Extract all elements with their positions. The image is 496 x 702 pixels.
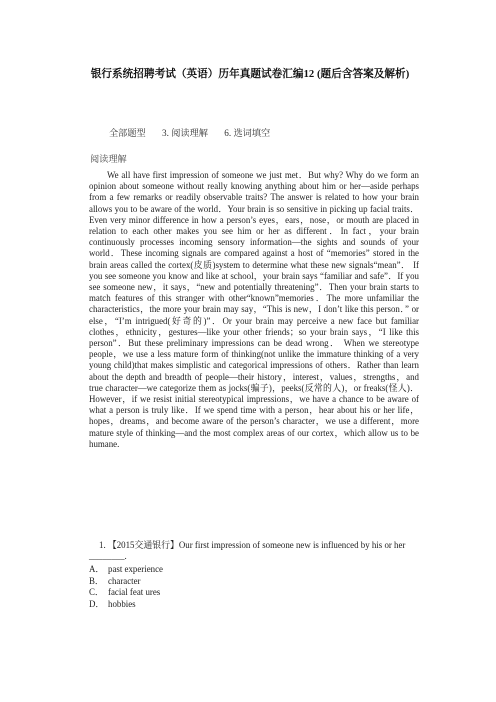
nav-all-types[interactable]: 全部题型 [109,128,146,138]
option-text: past experience [108,564,163,574]
option-text: facial feat ures [108,587,161,598]
reading-passage: We all have first impression of someone we just met．But why? Why do we form an opinion about someone without really knowing anything about him or her—aside perhaps from a few remarks or readily observable traits? The answer is related to how your brain allows you to be aware of the world．Your brain is so sensitive in picking up facial traits． Even very minor difference in how a person’s eyes，ears，nose，or mouth are placed in relation to each other makes you see him or her as different．In fact，your brain continuously processes incoming sensory information—the sights and sounds of your world．These incoming signals are compared against a host of “memories” stored in the brain areas called the cortex(皮质)system to determine what these new signals“mean”． If you see someone you know and like at school，your brain says “familiar and safe”．If you see someone new，it says，“new and potentially threatening”．Then your brain starts to match features of this stranger with other“known”memories．The more unfamiliar the characteristics，the more your brain may say，“This is new，I don’t like this person．” or else，“I’m intrigued(好奇的)”．Or your brain may perceive a new face but familiar clothes，ethnicity，gestures—like your other friends；so your brain says，“I like this person”．But these preliminary impressions can be dead wrong． When we stereotype people，we use a less mature form of thinking(not unlike the immature thinking of a very young child)that makes simplistic and categorical impressions of others．Rather than learn about the depth and breadth of people—their history，interest，values，strengths，and true character—we categorize them as jocks(骗子)，peeks(反常的人)，or freaks(怪人)． However，if we resist initial stereotypical impressions，we have a chance to be aware of what a person is truly like．If we spend time with a person，hear about his or her life，hopes，dreams，and become aware of the person’s character，we use a different，more mature style of thinking—and the most complex areas of our cortex，which allow us to be humane. [89,170,419,449]
option-c[interactable] [89,587,163,599]
answer-options [89,564,163,610]
option-text: hobbies [108,598,136,609]
section-heading: 阅读理解 [90,154,127,164]
question-type-nav [109,125,284,139]
option-letter: A． [89,564,105,574]
nav-reading[interactable]: 3. 阅读理解 [162,128,208,138]
option-letter: C． [89,587,104,598]
question-number: 1. [99,540,106,550]
question-source: 【2015交通银行】 [107,540,179,550]
option-d[interactable] [89,599,163,611]
option-text: character [108,575,141,586]
question-blank: ________. [89,551,127,562]
option-letter: B． [89,575,104,586]
option-b[interactable] [89,576,163,588]
question-text: Our first impression of someone new is influenced by his or her [178,540,406,550]
question-stem [89,540,419,562]
option-letter: D． [89,598,105,609]
nav-cloze[interactable]: 6. 选词填空 [224,128,271,138]
document-title: 银行系统招聘考试（英语）历年真题试卷汇编12 (题后含答案及解析) [90,69,410,80]
option-a[interactable] [89,564,163,576]
